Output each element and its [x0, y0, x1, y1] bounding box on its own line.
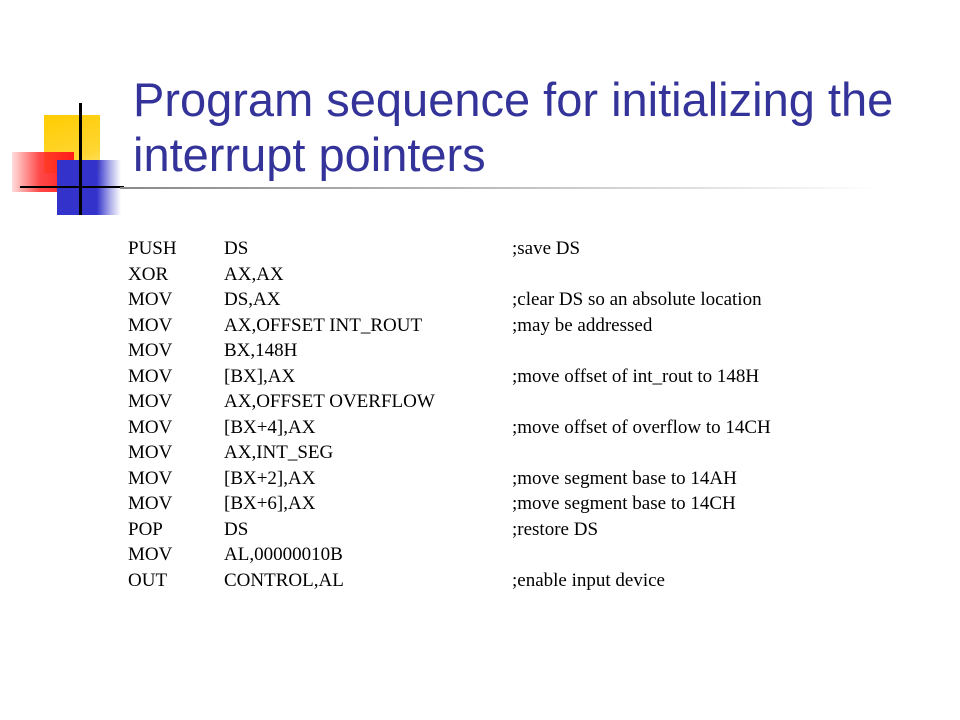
slide-title — [133, 72, 893, 182]
code-opcode: MOV — [128, 391, 173, 412]
code-line — [128, 389, 812, 415]
code-line — [128, 466, 812, 492]
code-comment: ;move offset of overflow to 14CH — [512, 416, 771, 438]
code-line — [128, 262, 812, 288]
code-comment: ;move segment base to 14AH — [512, 467, 737, 489]
code-comment: ;enable input device — [512, 569, 665, 591]
logo-horizontal-line — [20, 186, 124, 188]
code-operand: AX,OFFSET INT_ROUT — [224, 314, 423, 336]
code-operand: BX,148H — [224, 340, 298, 361]
code-line — [128, 542, 812, 568]
code-opcode: MOV — [128, 289, 173, 310]
code-comment: ;may be addressed — [512, 314, 653, 336]
code-opcode: MOV — [128, 416, 173, 438]
code-opcode: MOV — [128, 493, 173, 514]
code-operand: AL,00000010B — [224, 544, 343, 565]
title-underline — [120, 187, 880, 189]
code-operand: [BX+2],AX — [224, 467, 316, 489]
slide-title-line-1: Program sequence for initializing the — [133, 73, 894, 126]
logo-vertical-line — [79, 103, 82, 215]
code-comment: ;restore DS — [512, 518, 599, 540]
code-line — [128, 415, 812, 441]
code-comment: ;save DS — [512, 238, 581, 259]
code-operand: [BX+4],AX — [224, 416, 316, 438]
code-line — [128, 364, 812, 390]
code-operand: DS,AX — [224, 289, 281, 310]
code-opcode: MOV — [128, 365, 173, 387]
code-opcode: POP — [128, 518, 163, 540]
code-operand: CONTROL,AL — [224, 569, 344, 591]
code-comment: ;move offset of int_rout to 148H — [512, 365, 760, 387]
code-line — [128, 313, 812, 339]
code-line — [128, 440, 812, 466]
code-line — [128, 517, 812, 543]
code-line — [128, 287, 812, 313]
code-operand: DS — [224, 238, 249, 259]
code-opcode: MOV — [128, 442, 173, 463]
code-opcode: MOV — [128, 314, 173, 336]
code-line — [128, 236, 812, 262]
code-comment: ;move segment base to 14CH — [512, 493, 736, 514]
code-line — [128, 338, 812, 364]
code-opcode: PUSH — [128, 238, 177, 259]
code-opcode: OUT — [128, 569, 168, 591]
code-operand: [BX+6],AX — [224, 493, 316, 514]
slide-title-line-2: interrupt pointers — [133, 128, 486, 181]
code-operand: DS — [224, 518, 249, 540]
code-comment: ;clear DS so an absolute location — [512, 289, 762, 310]
code-line — [128, 491, 812, 517]
code-operand: AX,OFFSET OVERFLOW — [224, 391, 435, 412]
code-listing — [128, 236, 812, 593]
code-operand: AX,AX — [224, 263, 284, 285]
code-operand: AX,INT_SEG — [224, 442, 334, 463]
code-opcode: XOR — [128, 263, 169, 285]
code-opcode: MOV — [128, 467, 173, 489]
code-operand: [BX],AX — [224, 365, 296, 387]
code-line — [128, 568, 812, 594]
code-opcode: MOV — [128, 544, 173, 565]
code-opcode: MOV — [128, 340, 173, 361]
